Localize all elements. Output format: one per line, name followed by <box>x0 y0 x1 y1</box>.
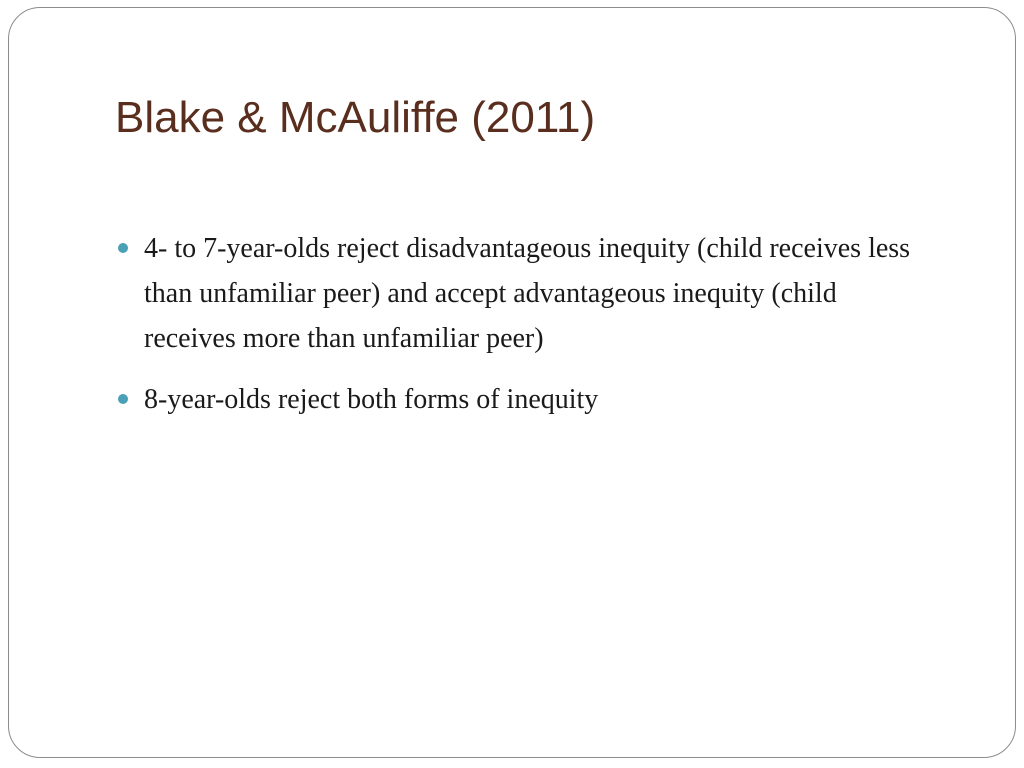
bullet-dot-icon <box>118 394 128 404</box>
bullet-text: 4- to 7-year-olds reject disadvantageous inequity (child receives less than unfamiliar peer) and accept advantageous inequity (child receives more than unfamiliar peer) <box>144 233 911 354</box>
bullet-list <box>114 226 934 422</box>
slide <box>8 7 1016 758</box>
slide-title: Blake & McAuliffe (2011) <box>115 93 596 142</box>
bullet-text: 8-year-olds reject both forms of inequity <box>144 384 599 415</box>
bullet-item <box>114 226 934 361</box>
bullet-item <box>114 377 934 422</box>
bullet-dot-icon <box>118 243 128 253</box>
